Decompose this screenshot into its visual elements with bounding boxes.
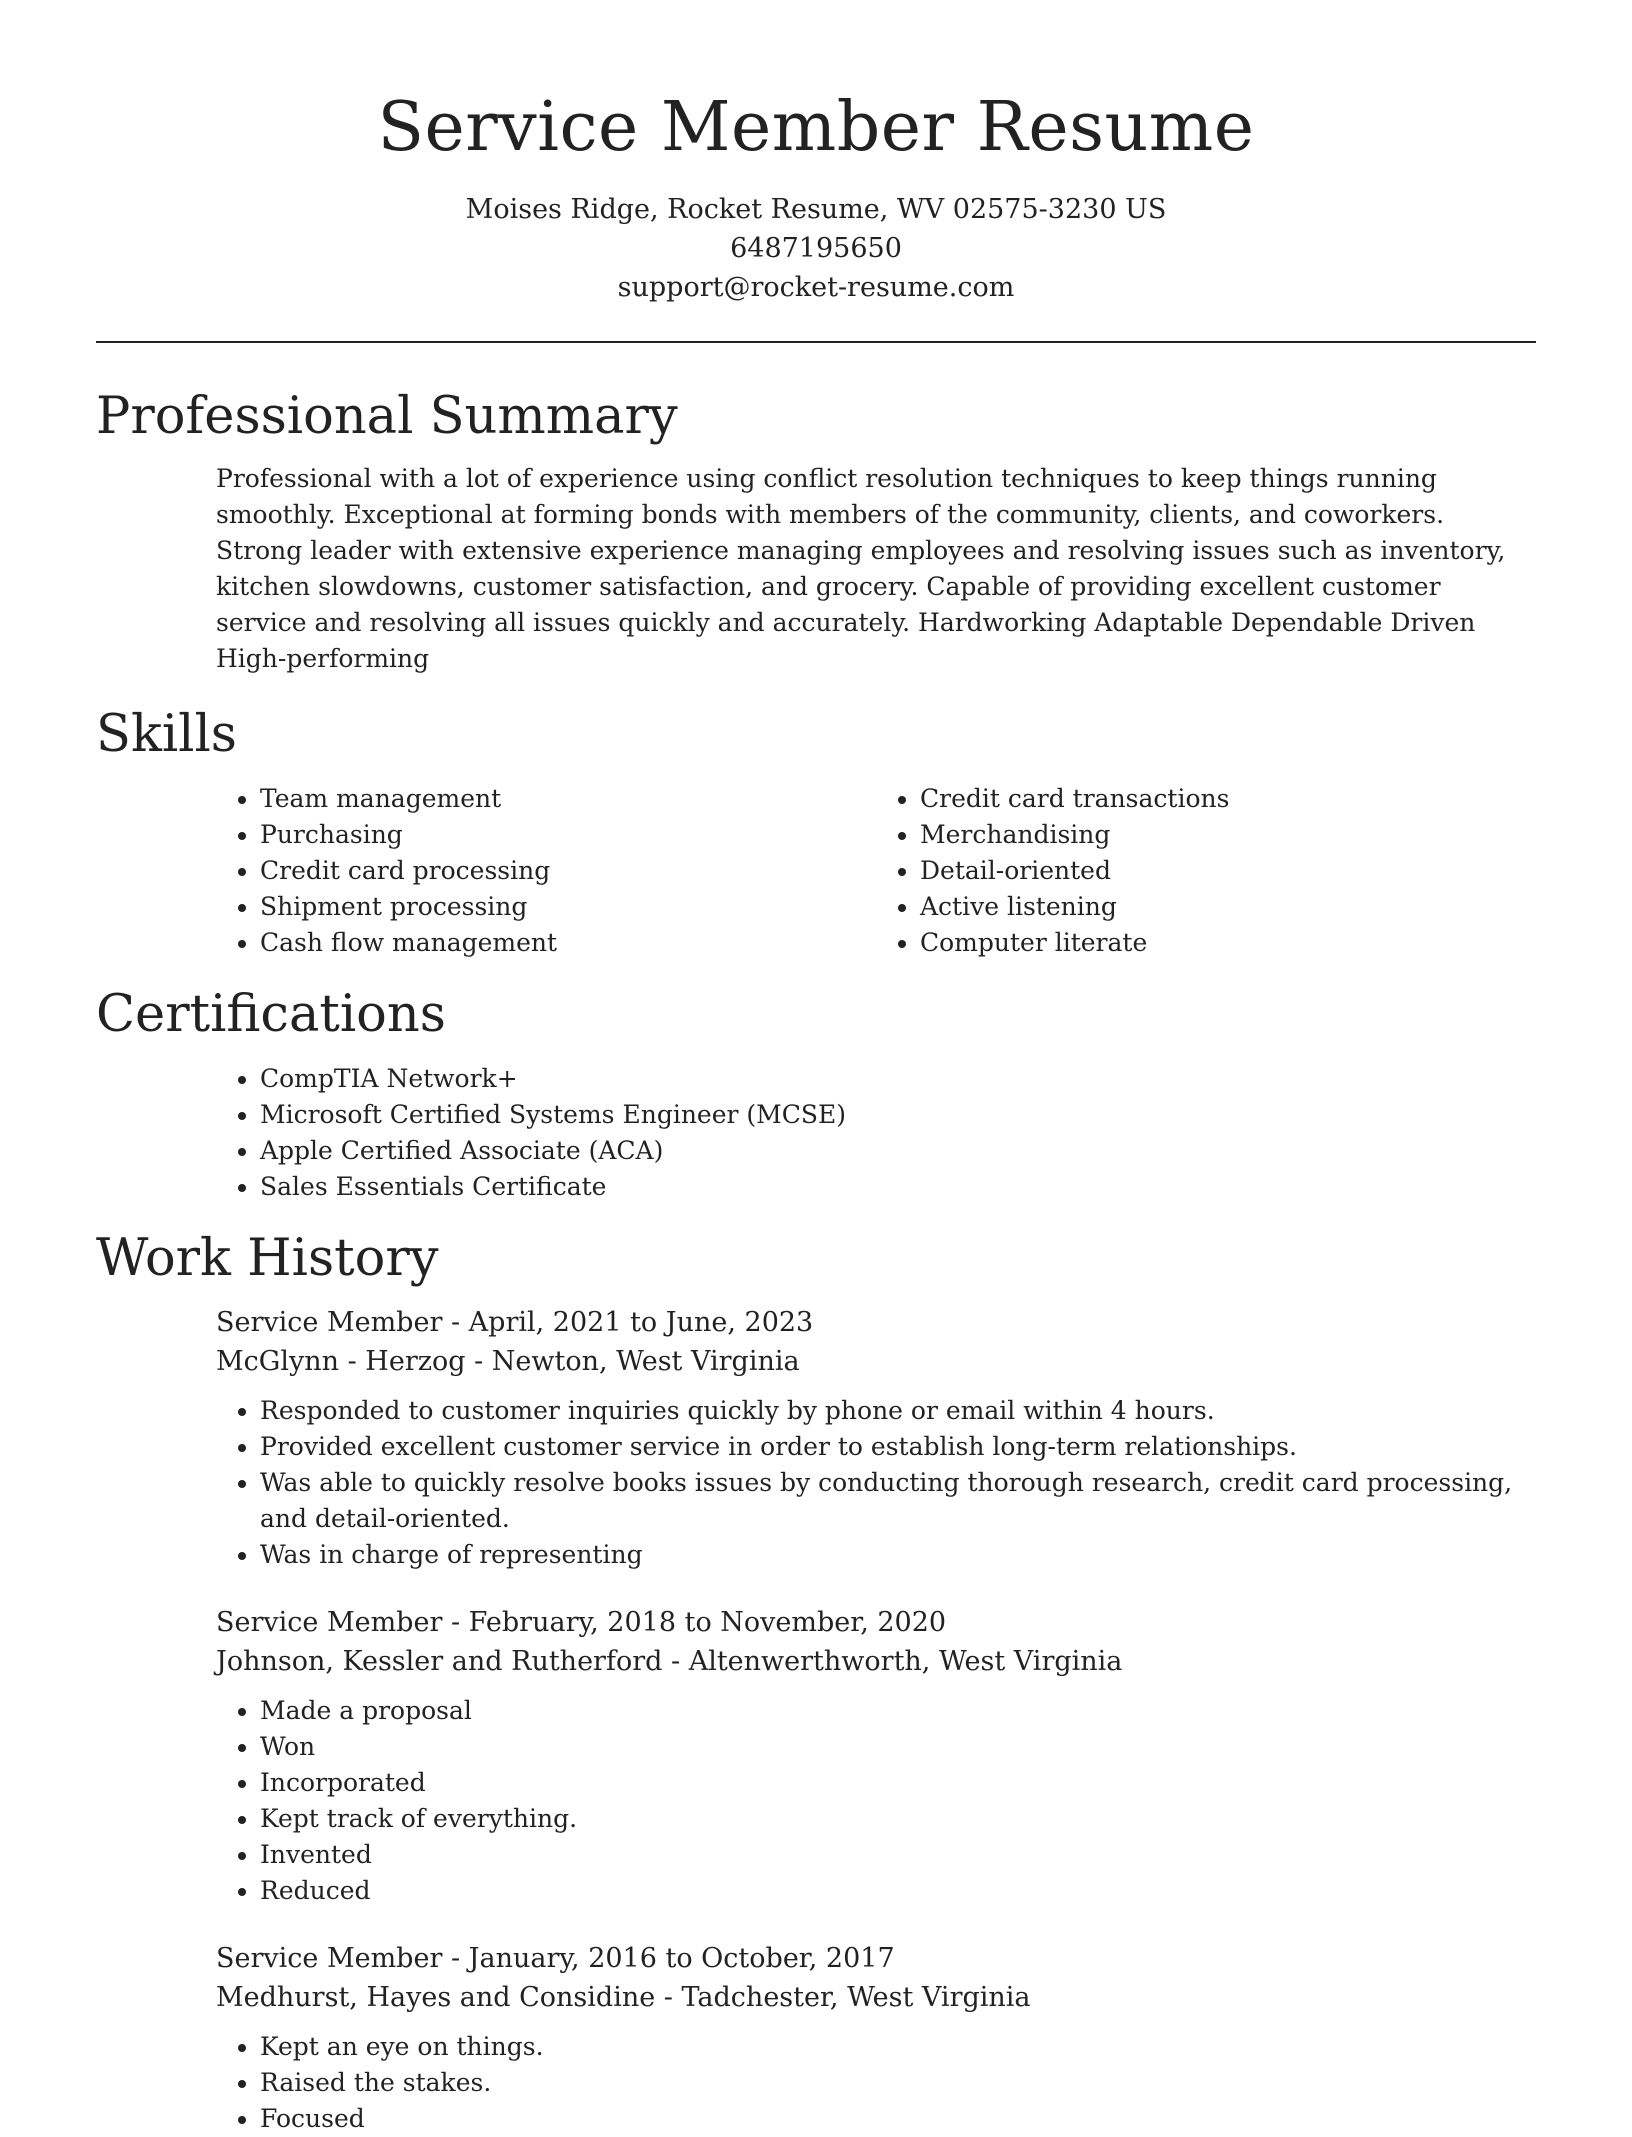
skill-item: • Credit card processing xyxy=(260,853,876,889)
work-history-heading: Work History xyxy=(96,1229,439,1288)
summary-section xyxy=(96,385,1536,677)
skill-item: • Active listening xyxy=(920,889,1536,925)
summary-text: Professional with a lot of experience using conflict resolution techniques to keep things running smoothly. Exceptional at forming bonds with members of the community, clients, and coworkers. Strong leader with extensive experience managing employees and resolving issues such as inventory, kitchen slowdowns, customer satisfaction, and grocery. Capable of providing excellent customer service and resolving all issues quickly and accurately. Hardworking Adaptable Dependable Driven High-performing xyxy=(216,464,1506,673)
resume-header xyxy=(96,0,1536,307)
job-company: Medhurst, Hayes and Considine xyxy=(216,1982,656,2013)
job-bullet: • Raised the stakes. xyxy=(260,2065,1540,2101)
job-bullet: • Made a proposal xyxy=(260,1693,1540,1729)
job-title-line xyxy=(216,1939,1536,1978)
job-bullet: • Kept an eye on things. xyxy=(260,2029,1540,2065)
job-bullets xyxy=(216,1393,1540,1573)
job-dates: April, 2021 to June, 2023 xyxy=(468,1307,814,1338)
certifications-list xyxy=(216,1061,1536,1205)
job-bullet: • Was able to quickly resolve books issues by conducting thorough research, credit card processing, and detail-oriented. xyxy=(260,1465,1540,1537)
job-location: Tadchester, West Virginia xyxy=(681,1982,1031,2013)
header-divider xyxy=(96,341,1536,343)
contact-email: support@rocket-resume.com xyxy=(617,272,1015,303)
job-entry xyxy=(216,1303,1536,1573)
job-separator: - xyxy=(442,1307,469,1338)
job-bullet: • Kept track of everything. xyxy=(260,1801,1540,1837)
job-company: McGlynn - Herzog xyxy=(216,1346,466,1377)
job-bullets xyxy=(216,1693,1540,1909)
work-history-section xyxy=(96,1227,1536,2137)
certification-item: • Microsoft Certified Systems Engineer (MCSE) xyxy=(260,1097,1536,1133)
skills-section xyxy=(96,703,1536,961)
job-dates: January, 2016 to October, 2017 xyxy=(468,1943,895,1974)
job-company-line xyxy=(216,1342,1536,1381)
job-company-line xyxy=(216,1978,1536,2017)
job-entry xyxy=(216,1939,1536,2137)
job-bullet: • Reduced xyxy=(260,1873,1540,1909)
job-separator: - xyxy=(442,1607,469,1638)
job-bullet: • Incorporated xyxy=(260,1765,1540,1801)
contact-phone: 6487195650 xyxy=(730,233,902,264)
skills-list-left xyxy=(216,781,876,961)
skills-heading: Skills xyxy=(96,705,237,764)
skill-item: • Credit card transactions xyxy=(920,781,1536,817)
job-location: Newton, West Virginia xyxy=(491,1346,800,1377)
job-bullet: • Focused xyxy=(260,2101,1540,2137)
job-title: Service Member xyxy=(216,1307,443,1338)
job-company-line xyxy=(216,1642,1536,1681)
job-company: Johnson, Kessler and Rutherford xyxy=(216,1646,663,1677)
skill-item: • Merchandising xyxy=(920,817,1536,853)
job-separator: - xyxy=(662,1646,689,1677)
skill-item: • Detail-oriented xyxy=(920,853,1536,889)
certification-item: • Sales Essentials Certificate xyxy=(260,1169,1536,1205)
job-separator: - xyxy=(442,1943,469,1974)
job-dates: February, 2018 to November, 2020 xyxy=(468,1607,947,1638)
skills-list-right xyxy=(876,781,1536,961)
job-bullets xyxy=(216,2029,1540,2137)
job-bullet: • Responded to customer inquiries quickly by phone or email within 4 hours. xyxy=(260,1393,1540,1429)
job-bullet: • Provided excellent customer service in order to establish long-term relationships. xyxy=(260,1429,1540,1465)
job-title-line xyxy=(216,1603,1536,1642)
contact-info xyxy=(96,190,1536,307)
summary-heading: Professional Summary xyxy=(96,387,678,446)
skill-item: • Team management xyxy=(260,781,876,817)
resume-page xyxy=(96,0,1536,2137)
job-separator: - xyxy=(655,1982,682,2013)
contact-address: Moises Ridge, Rocket Resume, WV 02575-3230 US xyxy=(465,194,1167,225)
certification-item: • CompTIA Network+ xyxy=(260,1061,1536,1097)
job-separator: - xyxy=(465,1346,492,1377)
skill-item: • Shipment processing xyxy=(260,889,876,925)
certifications-section xyxy=(96,983,1536,1205)
job-entry xyxy=(216,1603,1536,1909)
skill-item: • Computer literate xyxy=(920,925,1536,961)
job-bullet: • Was in charge of representing xyxy=(260,1537,1540,1573)
resume-title: Service Member Resume xyxy=(377,88,1255,167)
certification-item: • Apple Certified Associate (ACA) xyxy=(260,1133,1536,1169)
job-bullet: • Invented xyxy=(260,1837,1540,1873)
skills-columns xyxy=(216,767,1536,961)
job-title: Service Member xyxy=(216,1943,443,1974)
job-title: Service Member xyxy=(216,1607,443,1638)
skill-item: • Cash flow management xyxy=(260,925,876,961)
job-bullet: • Won xyxy=(260,1729,1540,1765)
job-location: Altenwerthworth, West Virginia xyxy=(688,1646,1123,1677)
certifications-heading: Certifications xyxy=(96,985,446,1044)
job-title-line xyxy=(216,1303,1536,1342)
skill-item: • Purchasing xyxy=(260,817,876,853)
